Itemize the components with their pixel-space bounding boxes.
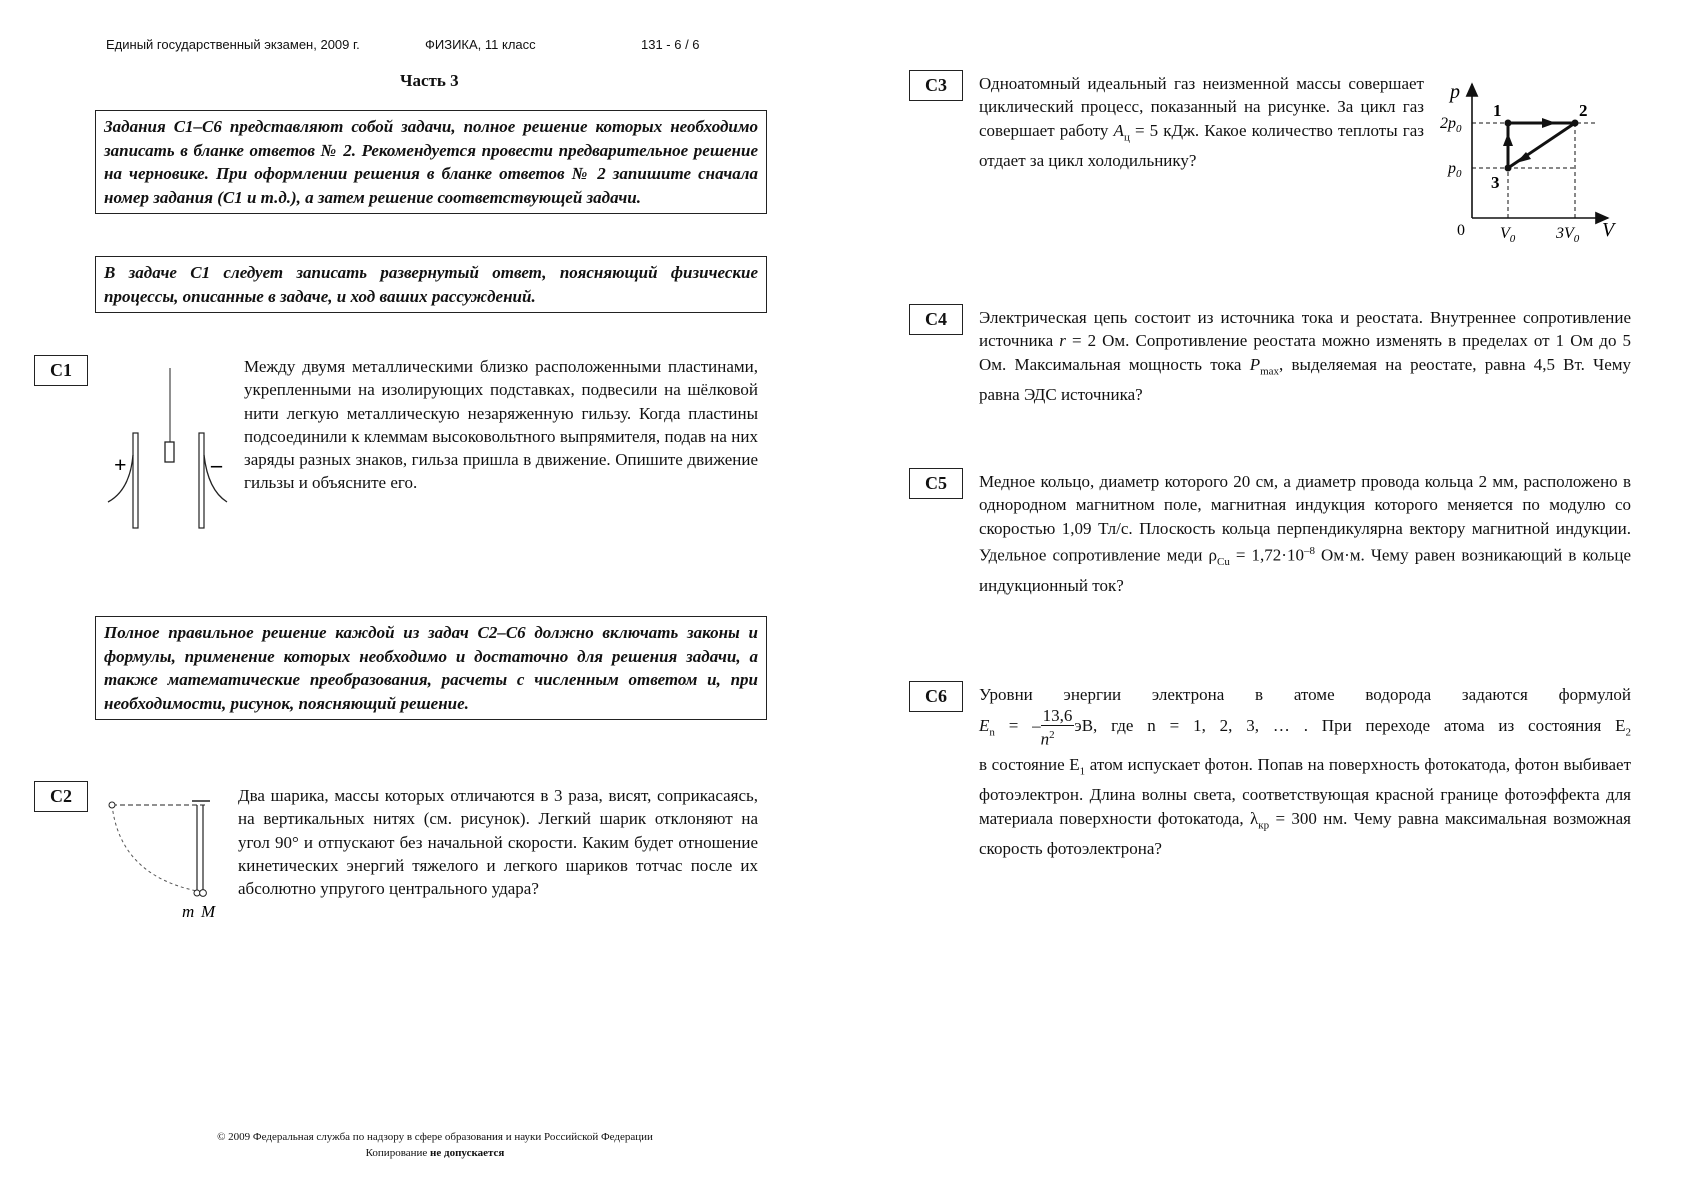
origin-label: 0 xyxy=(1457,222,1465,239)
instruction-box-3: Полное правильное решение каждой из задач С2–С6 должно включать законы и формулы, применение которых необходимо и достаточно для решения задачи, а также математические преобразования, расчеты с численным ответом и, при необходимости, рисунок, поясняющий решение. xyxy=(95,616,767,720)
header-exam: Единый государственный экзамен, 2009 г. xyxy=(106,37,360,52)
task-text-c4: Электрическая цепь состоит из источника тока и реостата. Внутреннее сопротивление источника r = 2 Ом. Сопротивление реостата можно изменять в пределах от 1 Ом до 5 Ом. Максимальная мощность тока $P_{max}$, выделяемая на реостате, равна 4,5 Вт. Чему равна ЭДС источника? xyxy=(979,308,1631,405)
tick-v0: $V_0$ xyxy=(1500,225,1516,245)
tick-3v0: $3V_0$ xyxy=(1556,225,1580,245)
task-label-c1: С1 xyxy=(34,355,88,386)
tick-p0: $p_0$ xyxy=(1448,160,1462,180)
task-label-c4: С4 xyxy=(909,304,963,335)
c2-figure xyxy=(100,795,230,930)
task-text-c2: Два шарика, массы которых отличаются в 3 раза, висят, соприкасаясь, на вертикальных нитях (см. рисунок). Легкий шарик отклоняют на угол 90° и отпускают без начальной скорости. Каким будет отношение кинетических энергий тяжелого и легкого шариков тотчас после их абсолютно упругого центрального удара? xyxy=(238,786,758,899)
instruction-box-1: Задания С1–С6 представляют собой задачи, полное решение которых необходимо записать в бланке ответов № 2. Рекомендуется провести предварительное решение на черновике. При оформлении решения в бланке ответов № 2 запишите сначала номер задания (С1 и т.д.), а затем решение соответствующей задачи. xyxy=(95,110,767,214)
header-page: 131 - 6 / 6 xyxy=(641,37,700,52)
task-text-c5: Медное кольцо, диаметр которого 20 см, а диаметр провода кольца 2 мм, расположено в однородном магнитном поле, магнитная индукция которого меняется по модулю со скоростью 1,09 Тл/с. Плоскость кольца перпендикулярна вектору магнитной индукции. Удельное сопротивление меди $\rho_{Cu} = 1,72\cdot 10^{-8}$ Ом·м. Чему равен возникающий в кольце индукционный ток? xyxy=(979,472,1631,596)
header-subject: ФИЗИКА, 11 класс xyxy=(425,37,536,52)
axis-p: p xyxy=(1450,81,1460,103)
part-title: Часть 3 xyxy=(400,71,459,90)
task-label-c2: С2 xyxy=(34,781,88,812)
task-label-c5: С5 xyxy=(909,468,963,499)
axis-v: V xyxy=(1602,219,1615,241)
plus-sign: + xyxy=(114,452,127,477)
minus-sign: – xyxy=(211,452,222,477)
point-3: 3 xyxy=(1491,173,1500,192)
task-text-c1: Между двумя металлическими близко расположенными пластинами, укрепленными на изолирующих подставках, подвесили на шёлковой нити легкую металлическую незаряженную гильзу. Когда пластины подсоединили к клеммам высоковольтного выпрямителя, подав на них заряды разных знаков, гильза пришла в движение. Опишите движение гильзы и объясните его. xyxy=(244,357,758,493)
task-label-c3: С3 xyxy=(909,70,963,101)
c1-figure xyxy=(100,360,230,535)
pv-graph xyxy=(1430,78,1640,248)
point-1: 1 xyxy=(1493,101,1502,120)
energy-fraction: $\frac{13,6}{n^2}$ xyxy=(1040,705,1073,749)
point-2: 2 xyxy=(1579,101,1588,120)
mass-m: m xyxy=(182,902,195,921)
instruction-box-2: В задаче С1 следует записать развернутый ответ, поясняющий физические процессы, описанные в задаче, и ход ваших рассуждений. xyxy=(95,256,767,313)
task-text-c3: Одноатомный идеальный газ неизменной массы совершает циклический процесс, показанный на рисунке. За цикл газ совершает работу $A_ц = 5$ кДж. Какое количество теплоты газ отдает за цикл холодильнику? xyxy=(979,74,1424,171)
task-text-c6: Уровни энергии электрона в атоме водорода задаются формулой $E_n$ = – $\frac{13,6}{n^2}$ эВ, где n = 1, 2, 3, … . При переходе атома из состояния $E_2$ в состояние $E_1$ атом испускает фотон. Попав на поверхность фотокатода, фотон выбивает фотоэлектрон. Длина волны света, соответствующая красной границе фотоэффекта для материала поверхности фотокатода, $\lambda_{кр} = 300$ нм. Чему равна максимальная возможная скорость фотоэлектрона? xyxy=(979,685,1632,859)
footer-copyright: © 2009 Федеральная служба по надзору в сфере образования и науки Российской Федерации xyxy=(217,1131,653,1143)
footer-copy-note: Копирование не допускается xyxy=(365,1147,505,1159)
mass-M: M xyxy=(201,902,216,921)
tick-2p0: $2p_0$ xyxy=(1440,115,1462,135)
task-label-c6: С6 xyxy=(909,681,963,712)
